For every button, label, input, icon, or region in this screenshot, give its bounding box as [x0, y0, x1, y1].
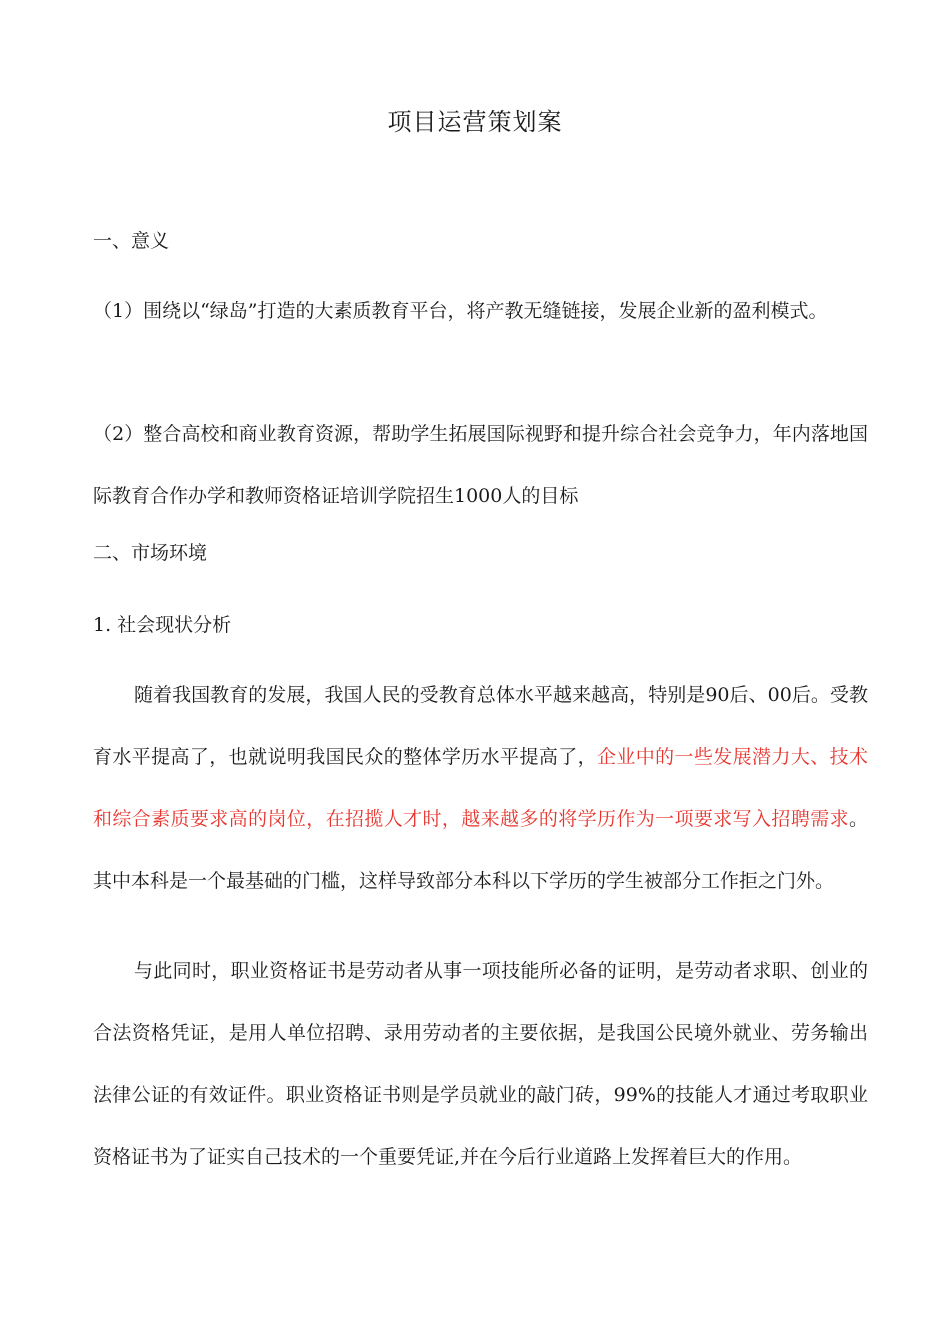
section-heading-significance: 一、意义: [93, 230, 170, 252]
market-paragraph-2: 与此同时，职业资格证书是劳动者从事一项技能所必备的证明，是劳动者求职、创业的合法资格凭证，是用人单位招聘、录用劳动者的主要依据，是我国公民境外就业、劳务输出法律公证的有效证件。职业资格证书则是学员就业的敲门砖，99%的技能人才通过考取职业资格证书为了证实自己技术的一个重要凭证,并在今后行业道路上发挥着巨大的作用。: [93, 960, 868, 1168]
paragraph-1-text: 随着我国教育的发展，我国人民的受教育总体水平越来越高，特别是90后、00后。受教育水平提高了，也就说明我国民众的整体学历水平提高了，: [93, 684, 868, 768]
significance-item-2: （2）整合高校和商业教育资源，帮助学生拓展国际视野和提升综合社会竞争力，年内落地国际教育合作办学和教师资格证培训学院招生1000人的目标: [93, 423, 868, 507]
market-paragraph-1: [93, 664, 868, 912]
subheading-social-analysis: 1. 社会现状分析: [93, 614, 232, 636]
section-heading-market: 二、市场环境: [93, 542, 208, 564]
paragraph-1-text-end: 。其中本科是一个最基础的门槛，这样导致部分本科以下学历的学生被部分工作拒之门外。: [93, 808, 868, 892]
document-title: 项目运营策划案: [387, 108, 563, 136]
significance-item-1: （1）围绕以“绿岛”打造的大素质教育平台，将产教无缝链接，发展企业新的盈利模式。: [93, 300, 828, 322]
highlighted-requirement-text: 企业中的一些发展潜力大、技术和综合素质要求高的岗位，在招揽人才时，越来越多的将学历作为一项要求写入招聘需求: [93, 746, 868, 830]
